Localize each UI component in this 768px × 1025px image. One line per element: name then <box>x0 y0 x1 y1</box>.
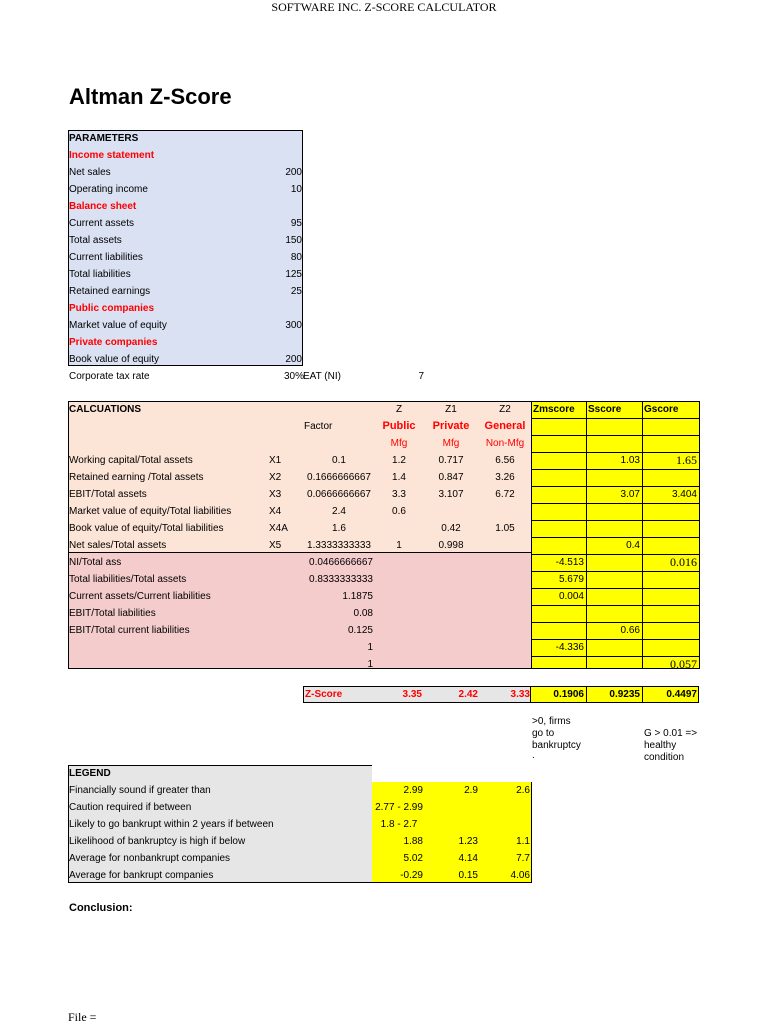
calc-row-z: 1.4 <box>392 472 406 483</box>
legend-row-label: Likely to go bankrupt within 2 years if between <box>69 819 274 830</box>
param-value: 10 <box>290 184 302 195</box>
z-header-sector: Mfg <box>442 438 460 449</box>
eat-value: 7 <box>418 371 424 382</box>
calc-row-z1: 0.847 <box>438 472 464 483</box>
zscore-s: 0.9235 <box>609 689 640 700</box>
zscore-z: 3.35 <box>402 689 422 700</box>
legend-row-z: 1.88 <box>403 836 423 847</box>
legend-row-label: Financially sound if greater than <box>69 785 211 796</box>
z-header-name: Z2 <box>499 404 511 415</box>
param-label: Total liabilities <box>69 269 131 280</box>
param-value: 95 <box>290 218 302 229</box>
z-header-type: Public <box>382 420 416 432</box>
param-label: Market value of equity <box>69 320 167 331</box>
z-header-type: Private <box>432 420 470 432</box>
calculations-heading: CALCUATIONS <box>69 404 142 415</box>
calc-row-factor: 1.6 <box>332 523 346 534</box>
calc-row-sscore: 0.66 <box>620 625 640 636</box>
legend-row-z: 2.77 - 2.99 <box>375 802 423 813</box>
param-value: 200 <box>285 167 302 178</box>
file-label: File = <box>68 1010 97 1024</box>
calc-row-z2: 6.72 <box>495 489 515 500</box>
calc-row-z1: 3.107 <box>438 489 464 500</box>
param-label: Book value of equity <box>69 354 160 365</box>
score-header: Sscore <box>588 404 622 415</box>
legend-row-z2: 4.06 <box>510 870 530 881</box>
calc-row-label: Net sales/Total assets <box>69 540 167 551</box>
legend-row-z: -0.29 <box>400 870 423 881</box>
calc-row-sscore: 3.07 <box>620 489 640 500</box>
legend-row-label: Likelihood of bankruptcy is high if below <box>69 836 246 847</box>
calc-row-factor: 0.125 <box>347 625 373 636</box>
calc-row-label: Working capital/Total assets <box>69 455 193 466</box>
page-title: Altman Z-Score <box>69 84 232 109</box>
calc-row-label: Market value of equity/Total liabilities <box>69 506 232 517</box>
calc-row-label: Book value of equity/Total liabilities <box>69 523 224 534</box>
calc-row-code: X5 <box>269 540 282 551</box>
legend-row-z1: 2.9 <box>464 785 478 796</box>
score-grid-row-line <box>531 503 699 504</box>
legend-row-label: Caution required if between <box>69 802 192 813</box>
param-value: 80 <box>290 252 302 263</box>
calc-row-z1: 0.717 <box>438 455 464 466</box>
score-grid-col-line <box>642 401 643 669</box>
calc-row-z: 1 <box>396 540 402 551</box>
calc-row-factor: 1.3333333333 <box>307 540 371 551</box>
calc-row-label: EBIT/Total assets <box>69 489 147 500</box>
calc-row-gscore: 1.65 <box>676 453 697 467</box>
legend-row-z2: 2.6 <box>516 785 530 796</box>
zm-note: >0, firms go to bankruptcy . <box>532 716 581 761</box>
score-grid-row-line <box>531 418 699 419</box>
param-label: Operating income <box>69 184 148 195</box>
calc-row-factor: 1 <box>367 659 373 670</box>
legend-row-z: 1.8 - 2.7 <box>380 819 418 830</box>
z-header-name: Z1 <box>445 404 457 415</box>
param-label: Net sales <box>69 167 111 178</box>
legend-row-z2: 1.1 <box>516 836 530 847</box>
param-label: Total assets <box>69 235 122 246</box>
score-header: Gscore <box>644 404 679 415</box>
calc-row-code: X4 <box>269 506 282 517</box>
zscore-label: Z-Score <box>305 689 343 700</box>
param-label: Balance sheet <box>69 201 137 212</box>
param-value: 125 <box>285 269 302 280</box>
calc-row-z2: 1.05 <box>495 523 515 534</box>
score-grid-col-line <box>699 401 700 669</box>
calc-row-factor: 0.1666666667 <box>307 472 371 483</box>
param-label: Public companies <box>69 303 155 314</box>
param-value: 300 <box>285 320 302 331</box>
calc-row-z: 0.6 <box>392 506 406 517</box>
z-header-name: Z <box>395 404 403 415</box>
calc-row-label: Current assets/Current liabilities <box>69 591 211 602</box>
zscore-zm: 0.1906 <box>553 689 584 700</box>
param-label: Current liabilities <box>69 252 143 263</box>
zscore-sep-2 <box>642 686 643 703</box>
legend-row-z1: 0.15 <box>458 870 478 881</box>
score-grid-row-line <box>531 605 699 606</box>
score-grid-row-line <box>531 520 699 521</box>
calc-row-z1: 0.42 <box>441 523 461 534</box>
parameters-heading: PARAMETERS <box>69 133 139 144</box>
calc-row-zmscore: -4.513 <box>555 557 584 568</box>
calc-row-factor: 0.0666666667 <box>307 489 371 500</box>
legend-right-edge <box>531 782 532 883</box>
page-header: SOFTWARE INC. Z-SCORE CALCULATOR <box>271 0 497 14</box>
calc-row-zmscore: 0.004 <box>558 591 584 602</box>
tax-value: 30% <box>284 371 305 382</box>
legend-row-z2: 7.7 <box>516 853 530 864</box>
tax-label: Corporate tax rate <box>69 371 150 382</box>
param-value: 150 <box>285 235 302 246</box>
calc-row-z: 1.2 <box>392 455 406 466</box>
calc-row-factor: 0.1 <box>332 455 346 466</box>
zscore-sep-1 <box>586 686 587 703</box>
param-value: 25 <box>290 286 302 297</box>
calc-row-sscore: 1.03 <box>620 455 640 466</box>
zscore-z1: 2.42 <box>458 689 478 700</box>
legend-row-z: 2.99 <box>403 785 423 796</box>
calc-row-label: EBIT/Total liabilities <box>69 608 156 619</box>
param-label: Current assets <box>69 218 135 229</box>
calc-row-gscore: 0.057 <box>670 657 697 671</box>
calc-row-factor: 0.08 <box>353 608 373 619</box>
z-header-type: General <box>484 420 526 432</box>
calc-row-sscore: 0.4 <box>626 540 640 551</box>
calc-row-gscore: 0.016 <box>670 555 697 569</box>
factor-header: Factor <box>304 421 333 432</box>
calc-row-code: X4A <box>269 523 288 534</box>
calc-row-z2: 6.56 <box>495 455 515 466</box>
calc-row-label: Total liabilities/Total assets <box>69 574 187 585</box>
score-grid-row-line <box>531 435 699 436</box>
score-grid-col-line <box>531 401 532 669</box>
calc-row-label: NI/Total ass <box>69 557 122 568</box>
param-label: Income statement <box>69 150 155 161</box>
calc-row-code: X1 <box>269 455 282 466</box>
zscore-z2: 3.33 <box>510 689 530 700</box>
legend-row-label: Average for bankrupt companies <box>69 870 214 881</box>
legend-row-z1: 4.14 <box>458 853 478 864</box>
calc-row-factor: 0.8333333333 <box>309 574 373 585</box>
calc-row-zmscore: -4.336 <box>555 642 584 653</box>
calc-row-factor: 2.4 <box>332 506 346 517</box>
calc-row-label: Retained earning /Total assets <box>69 472 204 483</box>
calc-row-code: X3 <box>269 489 282 500</box>
z-header-sector: Mfg <box>390 438 408 449</box>
calc-row-gscore: 3.404 <box>671 489 697 500</box>
calc-row-z: 3.3 <box>392 489 406 500</box>
legend-row-z1: 1.23 <box>458 836 478 847</box>
legend-heading: LEGEND <box>69 768 111 779</box>
calc-row-code: X2 <box>269 472 282 483</box>
calc-row-factor: 1 <box>367 642 373 653</box>
z-header-sector: Non-Mfg <box>485 438 525 449</box>
param-label: Retained earnings <box>69 286 151 297</box>
param-value: 200 <box>285 354 302 365</box>
g-note: G > 0.01 => healthy condition <box>644 728 698 763</box>
legend-row-z: 5.02 <box>403 853 423 864</box>
legend-row-label: Average for nonbankrupt companies <box>69 853 231 864</box>
calc-row-label: EBIT/Total current liabilities <box>69 625 190 636</box>
zscore-g: 0.4497 <box>666 689 697 700</box>
calc-row-factor: 1.1875 <box>342 591 373 602</box>
conclusion-label: Conclusion: <box>69 902 133 914</box>
score-grid-col-line <box>586 401 587 669</box>
calc-row-z1: 0.998 <box>438 540 464 551</box>
param-label: Private companies <box>69 337 158 348</box>
eat-label: EAT (NI) <box>303 371 341 382</box>
score-header: Zmscore <box>533 404 575 415</box>
calc-row-zmscore: 5.679 <box>558 574 584 585</box>
calc-row-z2: 3.26 <box>495 472 515 483</box>
calc-row-factor: 0.0466666667 <box>309 557 373 568</box>
score-grid-row-line <box>531 469 699 470</box>
